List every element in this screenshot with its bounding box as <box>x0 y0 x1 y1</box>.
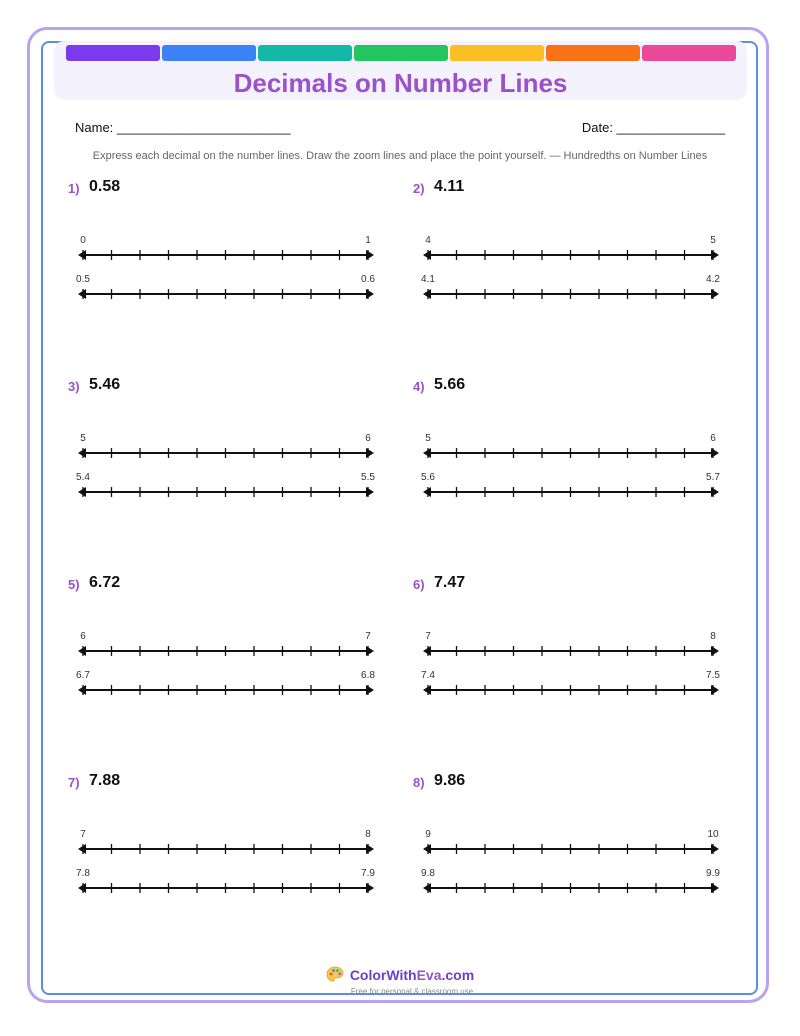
arrow-right-icon <box>711 685 719 695</box>
brand-logo <box>326 966 474 984</box>
stripe <box>354 45 448 61</box>
arrow-right-icon <box>366 883 374 893</box>
problem-decimal: 6.72 <box>89 574 121 591</box>
end-label: 5 <box>710 235 716 246</box>
number-line-zoom <box>76 472 375 497</box>
stripe <box>450 45 544 61</box>
end-label: 9.9 <box>706 868 720 879</box>
arrow-right-icon <box>366 844 374 854</box>
number-line-zoom <box>421 472 720 497</box>
problem-decimal: 5.46 <box>89 376 121 393</box>
problem-number: 7) <box>68 775 80 790</box>
problem-number: 2) <box>413 181 425 196</box>
start-label: 5.4 <box>76 472 90 483</box>
problem-number: 5) <box>68 577 80 592</box>
problem-number: 1) <box>68 181 80 196</box>
end-label: 7 <box>365 631 371 642</box>
arrow-right-icon <box>711 487 719 497</box>
start-label: 7.8 <box>76 868 90 879</box>
start-label: 9.8 <box>421 868 435 879</box>
stripe <box>66 45 160 61</box>
stripe <box>642 45 736 61</box>
end-label: 0.6 <box>361 274 375 285</box>
number-line-zoom <box>76 868 375 893</box>
start-label: 7.4 <box>421 670 435 681</box>
end-label: 7.5 <box>706 670 720 681</box>
arrow-right-icon <box>711 844 719 854</box>
start-label: 7 <box>425 631 431 642</box>
start-label: 7 <box>80 829 86 840</box>
arrow-right-icon <box>366 646 374 656</box>
number-line-whole <box>423 829 719 854</box>
number-lines <box>413 774 733 904</box>
start-label: 4 <box>425 235 431 246</box>
arrow-left-icon <box>78 685 86 695</box>
end-label: 4.2 <box>706 274 720 285</box>
arrow-left-icon <box>423 646 431 656</box>
arrow-left-icon <box>78 883 86 893</box>
palette-icon <box>326 966 344 984</box>
number-lines <box>413 378 733 508</box>
problem-decimal: 7.88 <box>89 772 121 789</box>
problem-decimal: 9.86 <box>434 772 466 789</box>
footer <box>0 966 800 996</box>
problem-1 <box>68 180 388 330</box>
number-lines <box>68 378 388 508</box>
name-field[interactable]: Name: ________________________ <box>75 120 291 135</box>
stripe <box>162 45 256 61</box>
start-label: 5 <box>425 433 431 444</box>
problem-decimal: 0.58 <box>89 178 121 195</box>
arrow-left-icon <box>423 250 431 260</box>
start-label: 4.1 <box>421 274 435 285</box>
problem-3 <box>68 378 388 528</box>
start-label: 0.5 <box>76 274 90 285</box>
problem-7 <box>68 774 388 924</box>
number-line-zoom <box>76 274 375 299</box>
start-label: 6 <box>80 631 86 642</box>
arrow-right-icon <box>711 289 719 299</box>
number-line-whole <box>423 631 719 656</box>
end-label: 6 <box>710 433 716 444</box>
header-banner <box>54 41 747 100</box>
problem-decimal: 7.47 <box>434 574 466 591</box>
end-label: 1 <box>365 235 371 246</box>
tagline: Free for personal & classroom use <box>350 987 474 996</box>
number-lines <box>68 576 388 706</box>
number-line-zoom <box>421 868 720 893</box>
number-lines <box>68 180 388 310</box>
arrow-left-icon <box>423 844 431 854</box>
problem-decimal: 4.11 <box>434 178 465 195</box>
problem-4 <box>413 378 733 528</box>
arrow-right-icon <box>366 685 374 695</box>
problem-decimal: 5.66 <box>434 376 466 393</box>
number-line-whole <box>78 631 374 656</box>
start-label: 9 <box>425 829 431 840</box>
color-stripes <box>66 45 736 61</box>
stripe <box>546 45 640 61</box>
arrow-right-icon <box>711 646 719 656</box>
end-label: 8 <box>365 829 371 840</box>
stripe <box>258 45 352 61</box>
arrow-right-icon <box>366 448 374 458</box>
arrow-left-icon <box>423 685 431 695</box>
problem-number: 6) <box>413 577 425 592</box>
arrow-left-icon <box>78 646 86 656</box>
date-field[interactable]: Date: _______________ <box>581 120 725 135</box>
number-line-whole <box>423 433 719 458</box>
problem-number: 4) <box>413 379 425 394</box>
problem-number: 8) <box>413 775 425 790</box>
problem-6 <box>413 576 733 726</box>
arrow-right-icon <box>711 883 719 893</box>
arrow-left-icon <box>423 448 431 458</box>
problem-5 <box>68 576 388 726</box>
arrow-left-icon <box>78 487 86 497</box>
arrow-left-icon <box>78 844 86 854</box>
arrow-left-icon <box>423 487 431 497</box>
end-label: 6 <box>365 433 371 444</box>
arrow-left-icon <box>78 289 86 299</box>
instructions: Express each decimal on the number lines. Draw the zoom lines and place the point yourself. — Hundredths on Number Lines <box>92 150 708 162</box>
arrow-right-icon <box>711 250 719 260</box>
arrow-left-icon <box>423 289 431 299</box>
number-line-zoom <box>76 670 375 695</box>
arrow-right-icon <box>366 487 374 497</box>
problem-number: 3) <box>68 379 80 394</box>
end-label: 8 <box>710 631 716 642</box>
arrow-right-icon <box>366 250 374 260</box>
number-line-whole <box>78 235 374 260</box>
end-label: 6.8 <box>361 670 375 681</box>
number-lines <box>413 180 733 310</box>
problem-2 <box>413 180 733 330</box>
number-line-zoom <box>421 670 720 695</box>
page-title: Decimals on Number Lines <box>233 68 568 98</box>
brand-name: ColorWithEva.com <box>349 967 475 983</box>
number-line-whole <box>78 829 374 854</box>
arrow-left-icon <box>78 448 86 458</box>
end-label: 10 <box>707 829 719 840</box>
start-label: 6.7 <box>76 670 90 681</box>
end-label: 7.9 <box>361 868 375 879</box>
problem-8 <box>413 774 733 924</box>
number-line-zoom <box>421 274 720 299</box>
number-lines <box>68 774 388 904</box>
start-label: 5 <box>80 433 86 444</box>
number-line-whole <box>78 433 374 458</box>
number-line-whole <box>423 235 719 260</box>
arrow-left-icon <box>423 883 431 893</box>
end-label: 5.5 <box>361 472 375 483</box>
start-label: 5.6 <box>421 472 435 483</box>
arrow-right-icon <box>711 448 719 458</box>
arrow-left-icon <box>78 250 86 260</box>
number-lines <box>413 576 733 706</box>
arrow-right-icon <box>366 289 374 299</box>
start-label: 0 <box>80 235 86 246</box>
end-label: 5.7 <box>706 472 720 483</box>
